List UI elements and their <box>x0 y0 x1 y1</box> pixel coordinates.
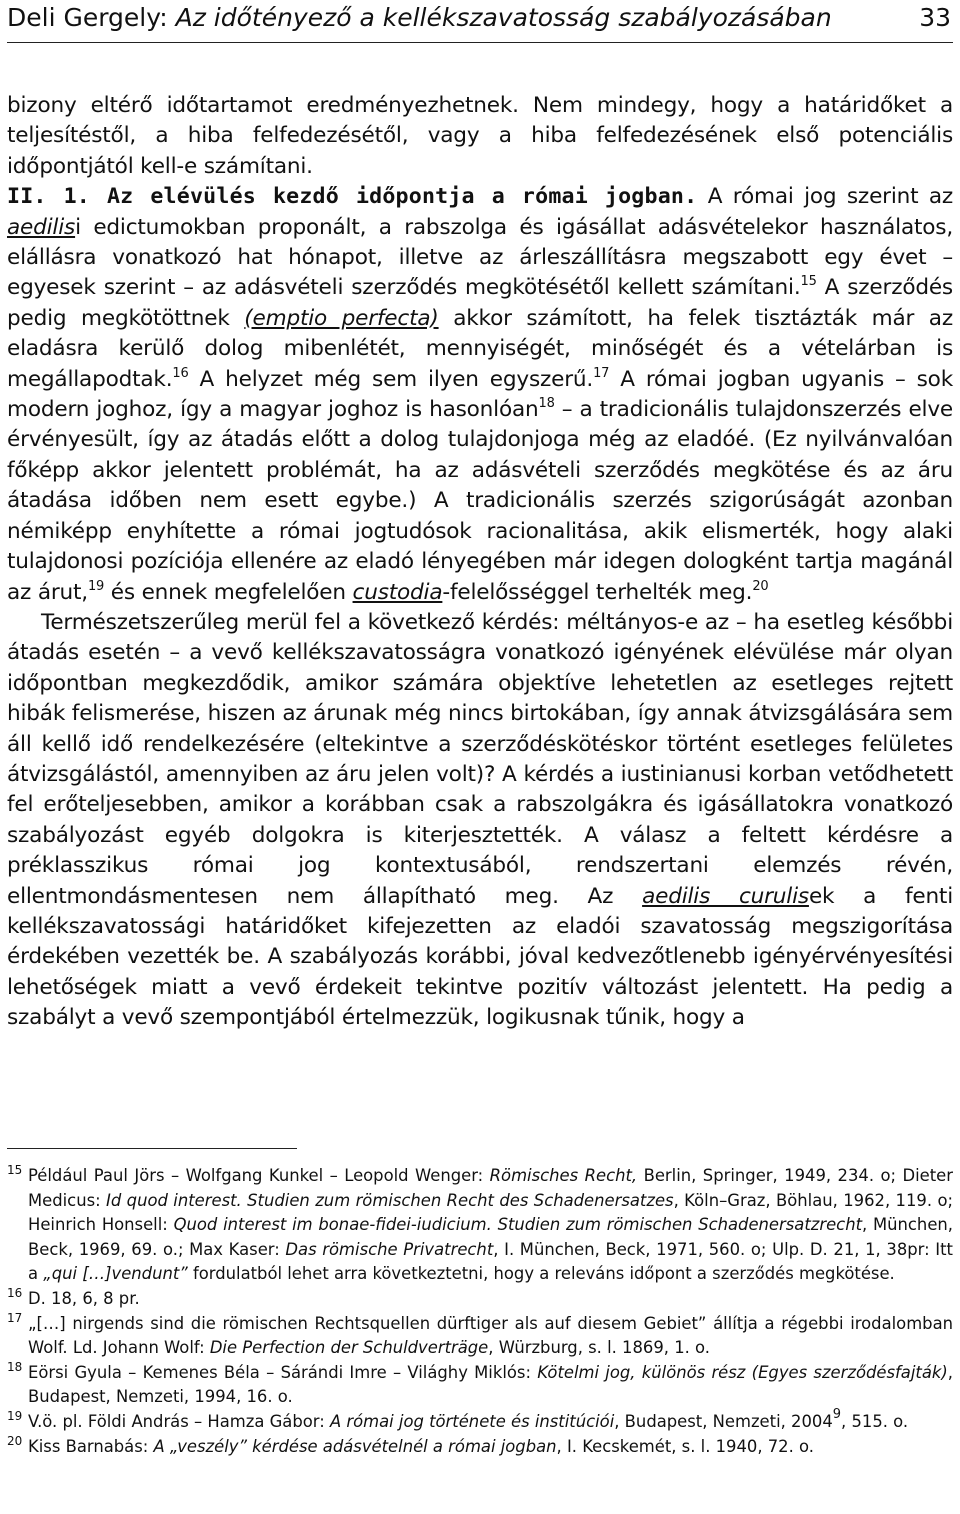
term-emptio-perfecta: (emptio perfecta) <box>244 305 439 331</box>
paragraph-2: II. 1. Az elévülés kezdő időpontja a római jogban. A római jog szerint az aedilisi edictumokban proponált, a rabszolga és igásállat adásvételekor használatos, elállásra vonatkozó hat hónapot, illetve az árleszállításra megszabott egy évet – egyesek szerint – az adásvételi szerződés megkötésétől kellett számítani.$^{15}$ A szerződés pedig megkötöttnek (emptio perfecta) akkor számított, ha felek tisztázták már az eladásra kerülő dolog mibenlétét, mennyiségét, minőségét és a vételárban is megállapodtak.$^{16}$ A helyzet még sem ilyen egyszerű.$^{17}$ A római jogban ugyanis – sok modern joghoz, így a magyar joghoz is hasonlóan$^{18}$ – a tradicionális tulajdonszerzés elve érvényesült, így az átadás előtt a dolog tulajdonjoga még az eladóé. (Ez nyilvánvalóan főképp akkor jelentett problémát, ha az adásvételi szerződés megkötése és az áru átadása időben nem esett egybe.) A tradicionális szerzés szigorúságát azonban némiképp enyhítette a római jogtudósok racionalitása, akik elismerték, hogy alaki tulajdonosi pozíciója ellenére az eladó lényegében már idegen dologként tartja magánál az árut,$^{19}$ és ennek megfelelően custodia-felelősséggel terhelték meg.$^{20}$ <box>7 184 954 605</box>
header-title: Az időtényező a kellékszavatosság szabályozásában <box>175 3 832 32</box>
footnote-number: 17 <box>7 1310 23 1325</box>
footnote-number: 18 <box>7 1359 23 1374</box>
footnote-ref-18[interactable]: 18 <box>538 396 555 412</box>
running-header <box>7 2 953 43</box>
footnote-20: 20 Kiss Barnabás: A „veszély” kérdése adásvételnél a római jogban, I. Kecskemét, s. l. 1940, 72. o. <box>7 1435 953 1460</box>
footnote-number: 20 <box>7 1433 23 1448</box>
page-number: 33 <box>919 3 951 32</box>
footnote-ref-15[interactable]: 15 <box>800 274 817 290</box>
footnote-15: 15 Például Paul Jörs – Wolfgang Kunkel – Leopold Wenger: Römisches Recht, Berlin, Springer, 1949, 234. o; Dieter Medicus: Id quod interest. Studien zum römischen Recht des Schadenersatzes, Köln–Graz, Böhlau, 1962, 119. o; Heinrich Honsell: Quod interest im bonae-fidei-iudicium. Studien zum römischen Schadenersatzrecht, München, Beck, 1969, 69. o.; Max Kaser: Das römische Privatrecht, I. München, Beck, 1971, 560. o; Ulp. D. 21, 1, 38pr: Itt a „qui […]vendunt” fordulatból lehet arra következtetni, hogy a releváns időpont a szerződés megkötése. <box>7 1164 953 1287</box>
term-aedilis: aedilis <box>7 214 76 240</box>
header-author: Deli Gergely: <box>7 3 176 32</box>
term-aedilis-curulis: aedilis curulis <box>642 883 809 909</box>
footnote-18: 18 Eörsi Gyula – Kemenes Béla – Sárándi Imre – Világhy Miklós: Kötelmi jog, különös rész (Egyes szerződésfajták), Budapest, Nemzeti, 1994, 16. o. <box>7 1361 953 1410</box>
footnote-number: 19 <box>7 1408 23 1423</box>
body-text <box>7 91 953 1034</box>
footnote-ref-20[interactable]: 20 <box>752 578 769 594</box>
term-custodia: custodia <box>352 579 443 605</box>
footnote-19: 19 V.ö. pl. Földi András – Hamza Gábor: A római jog története és institúciói, Budapest, Nemzeti, 2004$^9$, 515. o. <box>7 1410 953 1435</box>
paragraph-1: bizony eltérő időtartamot eredményezhetnek. Nem mindegy, hogy a határidőket a teljesítéstől, a hiba felfedezésétől, vagy a hiba felfedezésének első potenciális időpontjától kell-e számítani. <box>7 93 953 179</box>
page <box>7 0 954 1456</box>
footnote-17: 17 „[…] nirgends sind die römischen Rechtsquellen dürftiger als auf diesem Gebiet” állítja a régebbi irodalomban Wolf. Ld. Johann Wolf: Die Perfection der Schuldverträge, Würzburg, s. l. 1869, 1. o. <box>7 1312 953 1361</box>
paragraph-3: Természetszerűleg merül fel a következő kérdés: méltányos-e az – ha esetleg későbbi átadás esetén – a vevő kellékszavatosságra vonatkozó igényének elévülése már olyan időpontban megkezdődik, amikor számára objektíve lehetetlen az esetleges rejtett hibák felismerése, hiszen az árunak még nincs birtokában, így annak átvizsgálására sem áll kellő idő rendelkezésére (eltekintve a szerződéskötéskor történt esetleges felületes átvizsgálástól, amennyiben az áru jelen volt)? A kérdés a iustinianusi korban vetődhetett fel erőteljesebben, amikor a korábban csak a rabszolgákra és igásállatokra vonatkozó szabályozást egyéb dolgokra is kiterjesztették. A válasz a feltett kérdésre a préklasszikus római jog kontextusából, rendszertani elemzés révén, ellentmondásmentesen nem állapítható meg. Az aedilis curulisek a fenti kellékszavatossági határidőket kifejezetten az eladói szavatosság megszigorítása érdekében vezették be. A szabályozás korábbi, jóval kedvezőtlenebb igényérvényesítési lehetőségek miatt a vevő érdekeit tekintve pozitív változást jelentett. Ha pedig a szabályt a vevő szempontjából értelmezzük, logikusnak tűnik, hogy a <box>7 609 954 1031</box>
footnotes <box>7 1164 953 1459</box>
footnote-number: 15 <box>7 1163 23 1177</box>
footnote-ref-16[interactable]: 16 <box>172 365 189 381</box>
footnote-ref-19[interactable]: 19 <box>87 578 105 594</box>
footnote-ref-17[interactable]: 17 <box>593 365 610 381</box>
footnote-16: 16 D. 18, 6, 8 pr. <box>7 1287 953 1312</box>
section-heading: II. 1. Az elévülés kezdő időpontja a római jogban. <box>7 184 698 210</box>
footnote-separator <box>7 1148 297 1149</box>
footnote-number: 16 <box>7 1285 23 1300</box>
